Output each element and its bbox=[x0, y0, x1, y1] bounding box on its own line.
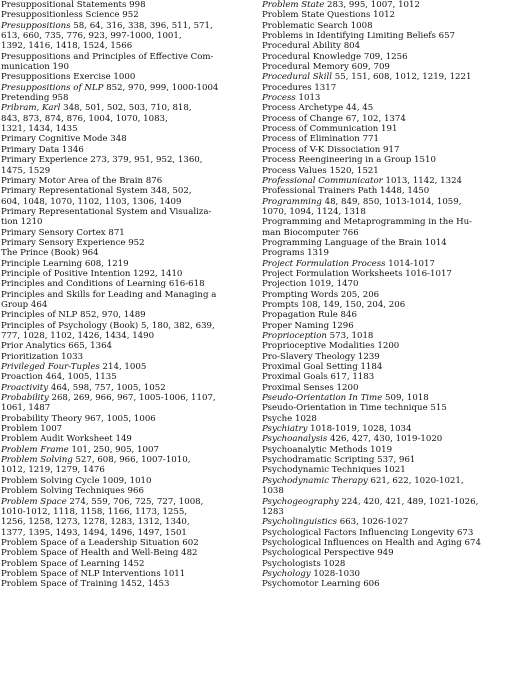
index-entry bbox=[262, 176, 506, 186]
index-entry-line: Primary Data 1346 bbox=[1, 144, 84, 155]
index-entry-line: Proximal Goals 617, 1183 bbox=[262, 372, 375, 383]
index-entry bbox=[1, 559, 253, 569]
index-entry bbox=[1, 259, 253, 269]
index-entry-line: Pretending 958 bbox=[1, 93, 69, 104]
index-entry-continuation: 1012, 1219, 1279, 1476 bbox=[1, 465, 105, 476]
index-entry-line: Primary Cognitive Mode 348 bbox=[1, 134, 127, 145]
index-term: Psychodynamic Therapy bbox=[262, 475, 368, 486]
index-entry-line: Principle of Positive Intention 1292, 1410 bbox=[1, 268, 183, 279]
index-entry bbox=[1, 476, 253, 486]
index-entry-line: Problem State 283, 995, 1007, 1012 bbox=[262, 0, 420, 10]
index-term: Process bbox=[262, 93, 296, 104]
index-entry bbox=[1, 579, 253, 589]
index-entry-line: Problem 1007 bbox=[1, 424, 63, 435]
index-entry bbox=[262, 538, 506, 548]
index-entry-continuation: 1061, 1487 bbox=[1, 403, 51, 414]
index-entry bbox=[1, 341, 253, 351]
index-entry bbox=[262, 310, 506, 320]
index-entry-line: Proprioception 573, 1018 bbox=[262, 331, 374, 341]
index-entry bbox=[1, 321, 253, 342]
index-entry-line: Presuppositions Exercise 1000 bbox=[1, 72, 136, 83]
index-entry-line: Psychological Perspective 949 bbox=[262, 548, 394, 559]
index-entry bbox=[262, 528, 506, 538]
index-term: Presuppositions of NLP bbox=[1, 82, 104, 93]
index-entry-line: Presuppositionless Science 952 bbox=[1, 10, 139, 21]
index-entry-line: Problem Frame 101, 250, 905, 1007 bbox=[1, 444, 159, 455]
index-entry-line: Prior Analytics 665, 1364 bbox=[1, 341, 113, 352]
index-entry-line: Psychologists 1028 bbox=[262, 558, 346, 569]
index-term: Programming bbox=[262, 196, 322, 207]
index-entry-line: Problem State Questions 1012 bbox=[262, 10, 396, 21]
index-entry bbox=[1, 52, 253, 73]
index-entry-line: Project Formulation Worksheets 1016-1017 bbox=[262, 268, 452, 279]
index-entry bbox=[262, 579, 506, 589]
index-entry bbox=[1, 228, 253, 238]
index-entry-line: Problem Solving Cycle 1009, 1010 bbox=[1, 475, 152, 486]
index-entry bbox=[1, 145, 253, 155]
index-entry-continuation: 777, 1028, 1102, 1426, 1434, 1490 bbox=[1, 331, 155, 341]
index-entry-line: Programming Language of the Brain 1014 bbox=[262, 237, 447, 248]
index-entry bbox=[1, 155, 253, 176]
index-entry bbox=[262, 124, 506, 134]
index-term: Problem Solving bbox=[1, 455, 73, 466]
index-entry bbox=[1, 290, 253, 311]
index-entry-line: Pribram, Karl 348, 501, 502, 503, 710, 818, bbox=[1, 103, 192, 114]
index-entry-line: Pseudo-Orientation in Time technique 515 bbox=[262, 403, 447, 414]
index-entry bbox=[1, 10, 253, 20]
index-entry-line: Procedural Ability 804 bbox=[262, 41, 361, 52]
index-entry bbox=[262, 269, 506, 279]
index-entry-line: Psychomotor Learning 606 bbox=[262, 579, 380, 590]
index-entry bbox=[262, 10, 506, 20]
index-entry bbox=[262, 331, 506, 341]
index-entry-line: Process of Change 67, 102, 1374 bbox=[262, 113, 406, 124]
index-entry bbox=[1, 445, 253, 455]
index-term: Professional Communicator bbox=[262, 175, 383, 186]
index-entry-line: Pro-Slavery Theology 1239 bbox=[262, 351, 380, 362]
index-entry bbox=[262, 52, 506, 62]
index-entry bbox=[262, 197, 506, 218]
index-entry-line: Psyche 1028 bbox=[262, 413, 317, 424]
index-entry bbox=[262, 300, 506, 310]
index-entry bbox=[262, 455, 506, 465]
index-entry-line: Project Formulation Process 1014-1017 bbox=[262, 258, 435, 269]
index-entry bbox=[1, 103, 253, 134]
index-entry bbox=[1, 238, 253, 248]
index-term: Psycholinguistics bbox=[262, 517, 337, 528]
index-entry-line: Principles and Skills for Leading and Managing a bbox=[1, 289, 217, 300]
index-entry-continuation: 1475, 1529 bbox=[1, 165, 51, 176]
index-entry-continuation: tion 1210 bbox=[1, 217, 43, 228]
index-entry-line: Psychiatry 1018-1019, 1028, 1034 bbox=[262, 424, 412, 435]
index-entry-line: Process of Communication 191 bbox=[262, 124, 398, 135]
index-entry-line: Primary Sensory Cortex 871 bbox=[1, 227, 125, 238]
index-entry-continuation: 843, 873, 874, 876, 1004, 1070, 1083, bbox=[1, 113, 168, 124]
index-entry-line: Psychoanalysis 426, 427, 430, 1019-1020 bbox=[262, 434, 443, 445]
index-entry-line: Principle Learning 608, 1219 bbox=[1, 258, 129, 269]
index-entry bbox=[262, 352, 506, 362]
index-entry bbox=[262, 31, 506, 41]
index-term: Proprioception bbox=[262, 331, 327, 341]
index-column-left bbox=[1, 0, 253, 590]
index-entry bbox=[262, 362, 506, 372]
index-entry bbox=[1, 269, 253, 279]
index-term: Problem Space bbox=[1, 496, 67, 507]
index-entry-line: Proprioceptive Modalities 1200 bbox=[262, 341, 400, 352]
index-entry-line: Primary Representational System and Visualiza- bbox=[1, 206, 212, 217]
index-entry bbox=[262, 41, 506, 51]
index-entry-continuation: 1321, 1434, 1435 bbox=[1, 124, 78, 135]
index-entry-line: Primary Experience 273, 379, 951, 952, 1360, bbox=[1, 155, 203, 166]
index-entry bbox=[1, 248, 253, 258]
index-entry bbox=[262, 497, 506, 518]
index-entry-line: Problem Space of Training 1452, 1453 bbox=[1, 579, 170, 590]
index-entry-line: Psychological Factors Influencing Longevity 673 bbox=[262, 527, 474, 538]
index-entry bbox=[262, 248, 506, 258]
index-entry-continuation: 1038 bbox=[262, 486, 284, 497]
index-entry-line: Primary Motor Area of the Brain 876 bbox=[1, 175, 163, 186]
index-entry-line: Problem Audit Worksheet 149 bbox=[1, 434, 132, 445]
index-entry-continuation: 1256, 1258, 1273, 1278, 1283, 1312, 1340, bbox=[1, 517, 190, 528]
index-entry-line: Probability 268, 269, 966, 967, 1005-1006, 1107, bbox=[1, 393, 216, 404]
index-entry-line: Primary Sensory Experience 952 bbox=[1, 237, 145, 248]
index-entry-line: Psychology 1028-1030 bbox=[262, 568, 361, 579]
index-term: Problem Frame bbox=[1, 444, 69, 455]
index-entry bbox=[1, 207, 253, 228]
index-entry-line: Proximal Senses 1200 bbox=[262, 382, 359, 393]
index-entry-line: Principles of Psychology (Book) 5, 180, 382, 639, bbox=[1, 320, 215, 331]
index-entry bbox=[262, 83, 506, 93]
index-entry bbox=[262, 155, 506, 165]
index-entry bbox=[262, 414, 506, 424]
index-entry bbox=[1, 538, 253, 548]
index-entry bbox=[1, 414, 253, 424]
index-entry-line: Psychoanalytic Methods 1019 bbox=[262, 444, 393, 455]
index-entry bbox=[262, 372, 506, 382]
index-entry bbox=[1, 455, 253, 476]
index-entry bbox=[1, 93, 253, 103]
index-entry-line: Procedural Memory 609, 709 bbox=[262, 62, 390, 73]
index-term: Psychology bbox=[262, 568, 311, 579]
index-entry-line: Psycholinguistics 663, 1026-1027 bbox=[262, 517, 409, 528]
index-entry-line: Presuppositional Statements 998 bbox=[1, 0, 146, 10]
index-entry bbox=[1, 83, 253, 93]
index-entry-line: Problem Solving 527, 608, 966, 1007-1010, bbox=[1, 455, 191, 466]
index-entry-line: Proactivity 464, 598, 757, 1005, 1052 bbox=[1, 382, 166, 393]
index-entry-line: Problem Space of a Leadership Situation 602 bbox=[1, 537, 199, 548]
index-term: Proactivity bbox=[1, 382, 49, 393]
index-entry-line: Problems in Identifying Limiting Beliefs 657 bbox=[262, 31, 456, 42]
index-entry bbox=[1, 352, 253, 362]
index-entry bbox=[1, 176, 253, 186]
index-entry bbox=[262, 403, 506, 413]
index-entry-line: Process Reengineering in a Group 1510 bbox=[262, 155, 436, 166]
index-entry-line: Programs 1319 bbox=[262, 248, 329, 259]
index-entry-continuation: 1070, 1094, 1124, 1318 bbox=[262, 206, 366, 217]
index-entry bbox=[1, 434, 253, 444]
index-entry bbox=[1, 279, 253, 289]
index-entry bbox=[262, 517, 506, 527]
index-entry bbox=[262, 548, 506, 558]
index-entry-line: Presuppositions of NLP 852, 970, 999, 1000-1004 bbox=[1, 82, 219, 93]
index-entry-line: Process 1013 bbox=[262, 93, 321, 104]
index-entry-line: Psychodynamic Techniques 1021 bbox=[262, 465, 406, 476]
index-entry bbox=[1, 72, 253, 82]
index-entry bbox=[262, 434, 506, 444]
index-entry-line: Process Archetype 44, 45 bbox=[262, 103, 374, 114]
index-entry bbox=[262, 134, 506, 144]
index-term: Project Formulation Process bbox=[262, 258, 386, 269]
index-entry bbox=[262, 259, 506, 269]
index-entry bbox=[262, 465, 506, 475]
index-entry-line: Projection 1019, 1470 bbox=[262, 279, 359, 290]
index-entry bbox=[1, 362, 253, 372]
index-entry bbox=[262, 114, 506, 124]
index-term: Psychogeography bbox=[262, 496, 339, 507]
index-entry-line: Process Values 1520, 1521 bbox=[262, 165, 379, 176]
index-entry-line: Proaction 464, 1005, 1135 bbox=[1, 372, 117, 383]
index-entry bbox=[262, 186, 506, 196]
index-entry-continuation: 1283 bbox=[262, 506, 284, 517]
index-entry-line: The Prince (Book) 964 bbox=[1, 248, 99, 259]
index-entry-continuation: 1377, 1395, 1493, 1494, 1496, 1497, 1501 bbox=[1, 527, 187, 538]
index-entry-line: Proper Naming 1296 bbox=[262, 320, 354, 331]
index-entry-line: Pseudo-Orientation In Time 509, 1018 bbox=[262, 393, 429, 404]
index-entry-continuation: munication 190 bbox=[1, 62, 69, 73]
index-entry-continuation: Group 464 bbox=[1, 299, 48, 310]
index-entry-line: Psychodynamic Therapy 621, 622, 1020-1021, bbox=[262, 475, 464, 486]
index-entry bbox=[262, 0, 506, 10]
index-entry-line: Problem Space 274, 559, 706, 725, 727, 1008, bbox=[1, 496, 204, 507]
index-entry bbox=[1, 569, 253, 579]
index-entry-line: Programming 48, 849, 850, 1013-1014, 1059, bbox=[262, 196, 462, 207]
index-entry bbox=[1, 0, 253, 10]
index-entry-continuation: 613, 660, 735, 776, 923, 997-1000, 1001, bbox=[1, 31, 182, 42]
index-entry-line: Propagation Rule 846 bbox=[262, 310, 357, 321]
index-entry bbox=[1, 310, 253, 320]
index-entry-line: Problematic Search 1008 bbox=[262, 20, 373, 31]
index-entry bbox=[262, 559, 506, 569]
index-entry-continuation: 604, 1048, 1070, 1102, 1103, 1306, 1409 bbox=[1, 196, 182, 207]
index-entry bbox=[262, 21, 506, 31]
index-entry-line: Prompting Words 205, 206 bbox=[262, 289, 380, 300]
index-entry-line: Procedural Skill 55, 151, 608, 1012, 1219, 1221 bbox=[262, 72, 472, 83]
index-entry bbox=[1, 186, 253, 207]
index-entry bbox=[262, 217, 506, 238]
index-entry-line: Probability Theory 967, 1005, 1006 bbox=[1, 413, 156, 424]
index-entry bbox=[262, 424, 506, 434]
index-entry bbox=[1, 21, 253, 52]
index-entry bbox=[262, 290, 506, 300]
index-entry-line: Privileged Four-Tuples 214, 1005 bbox=[1, 362, 147, 373]
index-term: Pseudo-Orientation In Time bbox=[262, 393, 383, 404]
index-entry-line: Presuppositions 58, 64, 316, 338, 396, 511, 571, bbox=[1, 20, 213, 31]
index-entry-continuation: man Biocomputer 766 bbox=[262, 227, 359, 238]
index-term: Probability bbox=[1, 393, 49, 404]
index-entry bbox=[262, 72, 506, 82]
index-entry bbox=[1, 424, 253, 434]
index-entry-continuation: 1010-1012, 1118, 1158, 1166, 1173, 1255, bbox=[1, 506, 188, 517]
index-entry bbox=[262, 569, 506, 579]
index-entry bbox=[262, 103, 506, 113]
index-term: Problem State bbox=[262, 0, 325, 10]
index-entry bbox=[1, 372, 253, 382]
index-entry-line: Psychogeography 224, 420, 421, 489, 1021-1026, bbox=[262, 496, 479, 507]
index-entry-continuation: 1392, 1416, 1418, 1524, 1566 bbox=[1, 41, 133, 52]
index-entry bbox=[262, 445, 506, 455]
index-term: Privileged Four-Tuples bbox=[1, 362, 100, 373]
index-entry bbox=[262, 341, 506, 351]
index-entry bbox=[1, 134, 253, 144]
index-entry-line: Procedures 1317 bbox=[262, 82, 337, 93]
index-entry-line: Problem Space of NLP Interventions 1011 bbox=[1, 568, 186, 579]
index-term: Procedural Skill bbox=[262, 72, 333, 83]
index-entry bbox=[262, 93, 506, 103]
index-entry-line: Prompts 108, 149, 150, 204, 206 bbox=[262, 299, 406, 310]
index-entry bbox=[1, 393, 253, 414]
index-column-right bbox=[262, 0, 506, 590]
index-entry bbox=[262, 238, 506, 248]
index-entry bbox=[262, 166, 506, 176]
index-entry-line: Problem Space of Health and Well-Being 482 bbox=[1, 548, 198, 559]
index-entry-line: Programming and Metaprogramming in the Hu- bbox=[262, 217, 473, 228]
index-entry-line: Professional Trainers Path 1448, 1450 bbox=[262, 186, 430, 197]
index-entry bbox=[1, 486, 253, 496]
index-entry-line: Problem Solving Techniques 966 bbox=[1, 486, 144, 497]
index-entry-line: Principles of NLP 852, 970, 1489 bbox=[1, 310, 146, 321]
index-entry bbox=[262, 62, 506, 72]
index-entry bbox=[262, 279, 506, 289]
index-term: Pribram, Karl bbox=[1, 103, 61, 114]
index-entry bbox=[262, 476, 506, 497]
index-entry-line: Principles and Conditions of Learning 616-618 bbox=[1, 279, 205, 290]
index-entry bbox=[1, 383, 253, 393]
index-term: Presuppositions bbox=[1, 20, 71, 31]
index-entry-line: Professional Communicator 1013, 1142, 1324 bbox=[262, 175, 463, 186]
index-entry-line: Primary Representational System 348, 502, bbox=[1, 186, 192, 197]
index-entry-line: Process of Elimination 771 bbox=[262, 134, 379, 145]
index-entry-line: Problem Space of Learning 1452 bbox=[1, 558, 145, 569]
index-entry-line: Prioritization 1033 bbox=[1, 351, 84, 362]
index-entry bbox=[1, 548, 253, 558]
index-entry-line: Psychodramatic Scripting 537, 961 bbox=[262, 455, 416, 466]
index-term: Psychiatry bbox=[262, 424, 308, 435]
index-entry bbox=[262, 383, 506, 393]
index-entry-line: Psychological Influences on Health and Aging 674 bbox=[262, 537, 481, 548]
index-entry bbox=[262, 321, 506, 331]
index-entry-line: Proximal Goal Setting 1184 bbox=[262, 362, 383, 373]
index-entry bbox=[262, 393, 506, 403]
index-entry bbox=[1, 497, 253, 538]
index-entry-line: Procedural Knowledge 709, 1256 bbox=[262, 51, 408, 62]
index-term: Psychoanalysis bbox=[262, 434, 328, 445]
index-entry-line: Process of V-K Dissociation 917 bbox=[262, 144, 400, 155]
index-entry-line: Presuppositions and Principles of Effective Com- bbox=[1, 51, 214, 62]
index-entry bbox=[262, 145, 506, 155]
